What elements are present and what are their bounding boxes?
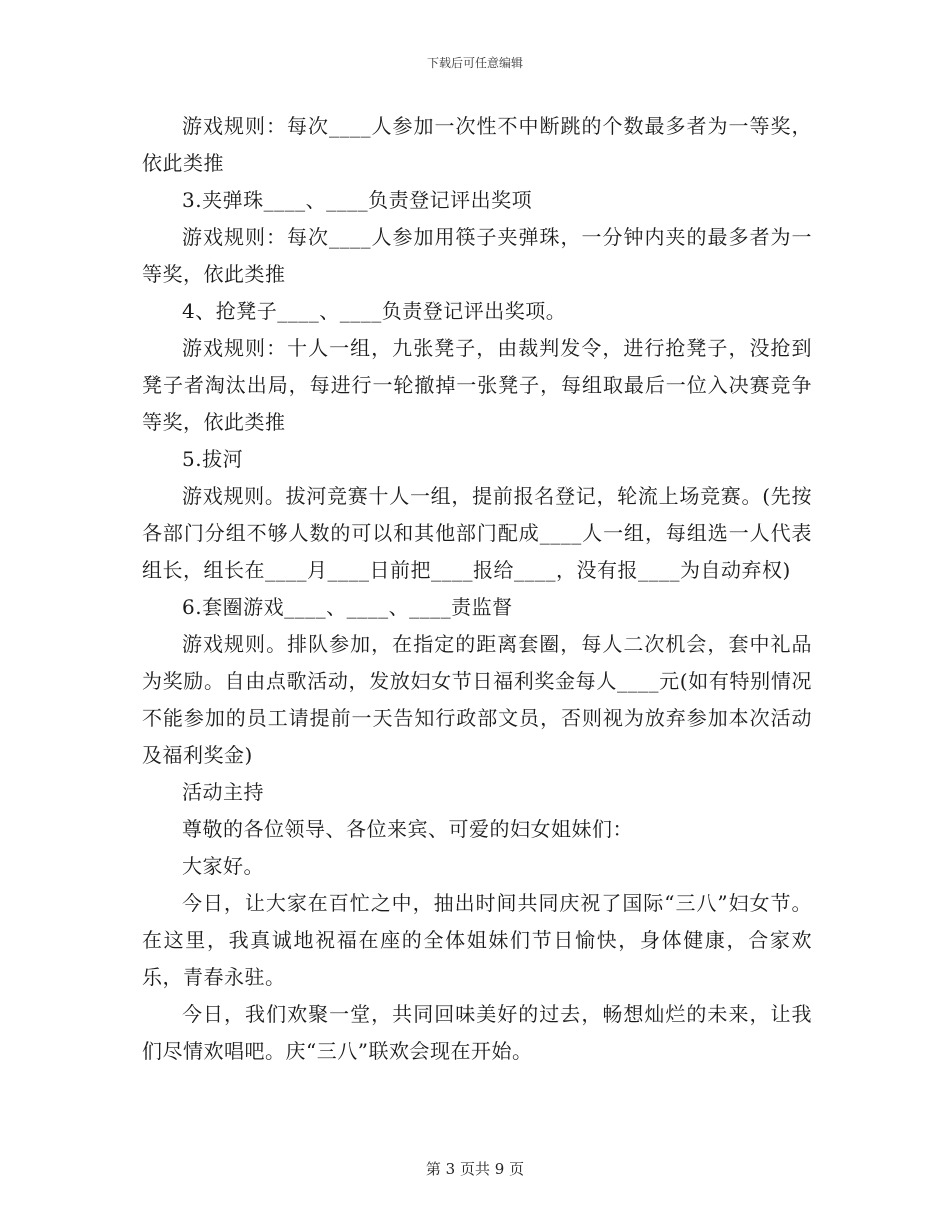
paragraph-hello: 大家好。 xyxy=(182,854,264,878)
page-footer: 第 3 页共 9 页 xyxy=(425,1160,525,1178)
paragraph-item-4-chairs: 4、抢凳子____、____负责登记评出奖项。 xyxy=(182,299,567,323)
paragraph-item-6-ring-toss: 6.套圈游戏____、____、____责监督 xyxy=(182,595,513,619)
paragraph-rules-chairs: 游戏规则：十人一组，九张凳子，由裁判发令，进行抢凳子，没抢到凳子者淘汰出局，每进行一轮撤掉一张凳子，每组取最后一位入决赛竞争等奖，依此类推 xyxy=(142,336,812,434)
paragraph-rules-marbles: 游戏规则：每次____人参加用筷子夹弹珠，一分钟内夹的最多者为一等奖，依此类推 xyxy=(142,225,812,286)
paragraph-rules-tug-of-war: 游戏规则。拔河竞赛十人一组，提前报名登记，轮流上场竞赛。(先按各部门分组不够人数的可以和其他部门配成____人一组，每组选一人代表组长，组长在____月____日前把____报给____，没有报____为自动弃权) xyxy=(142,484,812,582)
paragraph-item-3-marbles: 3.夹弹珠____、____负责登记评出奖项 xyxy=(182,188,533,212)
paragraph-rules-jump: 游戏规则：每次____人参加一次性不中断跳的个数最多者为一等奖，依此类推 xyxy=(142,114,812,175)
paragraph-item-5-tug-of-war: 5.拔河 xyxy=(182,447,244,471)
paragraph-opening: 今日，我们欢聚一堂，共同回味美好的过去，畅想灿烂的未来，让我们尽情欢唱吧。庆“三八”联欢会现在开始。 xyxy=(142,1002,812,1063)
paragraph-celebration: 今日，让大家在百忙之中，抽出时间共同庆祝了国际“三八”妇女节。在这里，我真诚地祝福在座的全体姐妹们节日愉快，身体健康，合家欢乐，青春永驻。 xyxy=(142,891,812,989)
page-header: 下载后可任意编辑 xyxy=(426,56,523,70)
paragraph-host-heading: 活动主持 xyxy=(182,780,264,804)
document-body xyxy=(142,108,812,1070)
paragraph-rules-ring-toss: 游戏规则。排队参加，在指定的距离套圈，每人二次机会，套中礼品为奖励。自由点歌活动，发放妇女节日福利奖金每人____元(如有特别情况不能参加的员工请提前一天告知行政部文员，否则视为放弃参加本次活动及福利奖金) xyxy=(142,632,812,767)
paragraph-greeting: 尊敬的各位领导、各位来宾、可爱的妇女姐妹们： xyxy=(182,817,633,841)
